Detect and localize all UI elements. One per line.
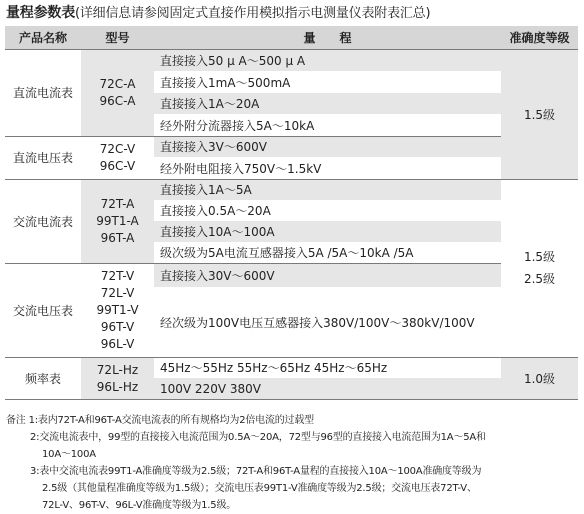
accuracy-value: 1.5级 — [523, 250, 556, 264]
model-dc-voltmeter — [81, 136, 154, 179]
accuracy-value: 2.5级 — [523, 272, 556, 286]
model-item: 72T-A — [100, 196, 135, 211]
note-line: 3:表中交流电流表99T1-A准确度等级为2.5级；72T-A和96T-A量程的直接接入10A～100A准确度等级为 — [30, 466, 482, 477]
note-line: 2.5级（其他量程准确度等级为1.5级）；交流电压表99T1-V准确度等级为2.5级；交流电压表72T-V、 — [42, 483, 477, 494]
accuracy-dc: 1.5级 — [501, 49, 578, 179]
header-model: 型号 — [81, 26, 154, 49]
model-item: 72C-A — [99, 76, 136, 91]
model-item: 96L-Hz — [96, 379, 139, 394]
model-item: 72T-V — [100, 268, 135, 283]
model-dc-ammeter — [81, 49, 154, 136]
range-row: 直接接入3V～600V — [154, 136, 501, 157]
model-ac-ammeter — [81, 179, 154, 263]
title-subtitle: (详细信息请参阅固定式直接作用模拟指示电测量仪表附表汇总) — [75, 6, 431, 21]
note-line: 备注 1:表内72T-A和96T-A交流电流表的所有规格均为2倍电流的过载型 — [6, 415, 314, 426]
group-divider — [5, 179, 578, 180]
product-name-ac-ammeter: 交流电流表 — [5, 179, 81, 263]
model-frequency-meter — [81, 357, 154, 400]
range-row: 直接接入1A～5A — [154, 179, 501, 200]
accuracy-frequency: 1.0级 — [501, 357, 578, 400]
group-divider — [5, 136, 501, 137]
title-bold: 量程参数表 — [6, 5, 75, 21]
product-name-ac-voltmeter: 交流电压表 — [5, 263, 81, 357]
table-bottom-border — [5, 399, 578, 400]
range-row: 级次级为5A电流互感器接入5A /5A～10kA /5A — [154, 242, 501, 263]
product-name-dc-voltmeter: 直流电压表 — [5, 136, 81, 179]
product-name-dc-ammeter: 直流电流表 — [5, 49, 81, 136]
range-row: 直接接入50 μ A～500 μ A — [154, 49, 501, 71]
group-divider — [5, 49, 578, 50]
range-row: 100V 220V 380V — [154, 378, 501, 400]
range-row: 直接接入1A～20A — [154, 93, 501, 114]
model-item: 72C-V — [99, 141, 136, 156]
model-item: 99T1-V — [96, 302, 139, 317]
note-line: 2:交流电流表中，99型的直接接入电流范围为0.5A～20A，72型与96型的直接接入电流范围为1A～5A和 — [30, 432, 486, 443]
header-range: 量 程 — [154, 26, 501, 49]
model-item: 72L-V — [100, 285, 135, 300]
header-accuracy: 准确度等级 — [501, 26, 578, 49]
notes — [6, 412, 486, 514]
model-item: 96C-V — [99, 158, 136, 173]
range-row: 经次级为100V电压互感器接入380V/100V～380kV/100V — [154, 287, 501, 357]
model-item: 96L-V — [100, 336, 135, 351]
group-divider — [5, 357, 578, 358]
range-row: 直接接入30V～600V — [154, 263, 501, 287]
model-item: 99T1-A — [96, 213, 139, 228]
range-row: 直接接入10A～100A — [154, 221, 501, 242]
range-row: 45Hz～55Hz 55Hz～65Hz 45Hz～65Hz — [154, 357, 501, 378]
range-row: 经外附电阻接入750V～1.5kV — [154, 157, 501, 179]
accuracy-ac — [501, 179, 578, 357]
range-table — [5, 26, 578, 396]
model-item: 96T-V — [100, 319, 135, 334]
range-row: 直接接入1mA～500mA — [154, 71, 501, 93]
note-line: 10A～100A — [42, 449, 96, 460]
model-item: 72L-Hz — [96, 362, 139, 377]
model-item: 96T-A — [100, 230, 135, 245]
range-row: 经外附分流器接入5A～10kA — [154, 114, 501, 136]
note-line: 72L-V、96T-V、96L-V准确度等级为1.5级。 — [42, 500, 237, 511]
page-title — [6, 2, 430, 22]
product-name-frequency-meter: 频率表 — [5, 357, 81, 400]
group-divider — [5, 263, 501, 264]
model-ac-voltmeter — [81, 263, 154, 357]
range-row: 直接接入0.5A～20A — [154, 200, 501, 221]
header-product-name: 产品名称 — [5, 26, 81, 49]
model-item: 96C-A — [99, 93, 136, 108]
